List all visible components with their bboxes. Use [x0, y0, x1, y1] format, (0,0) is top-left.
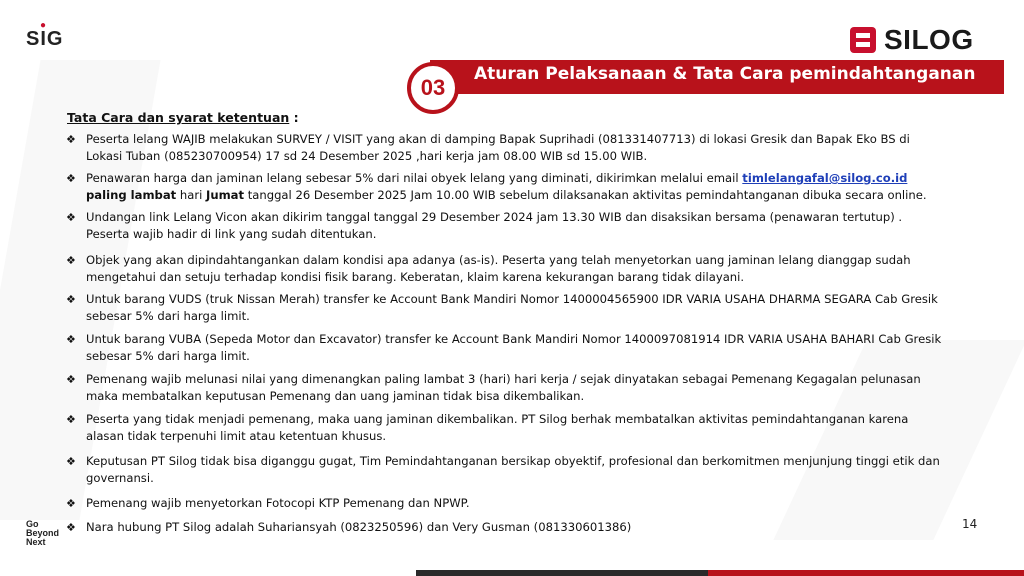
tagline-line: Beyond [26, 528, 60, 538]
silog-logo-text: SILOG [884, 24, 974, 55]
list-item [66, 411, 946, 445]
list-item-bold: Jumat [206, 188, 245, 202]
section-number-badge [407, 62, 459, 114]
list-item-text: Untuk barang VUBA (Sepeda Motor dan Excavator) transfer ke Account Bank Mandiri Nomor 1400097081914 IDR VARIA USAHA BAHARI Cab Gresik sebesar 5% dari harga limit. [86, 332, 942, 363]
list-item-bold: paling lambat [86, 188, 177, 202]
sig-logo [26, 20, 64, 51]
list-item-text: Undangan link Lelang Vicon akan dikirim tanggal tanggal 29 Desember 2024 jam 13.30 WIB dan disaksikan bersama (penawaran tertutup) . Peserta wajib hadir di link yang sudah ditentukan. [86, 210, 903, 241]
diamond-bullet-icon: ❖ [66, 333, 76, 346]
list-item-text: Keputusan PT Silog tidak bisa diganggu gugat, Tim Pemindahtanganan bersikap obyektif, profesional dan berkomitmen menjunjung tinggi etik dan governansi. [86, 454, 940, 485]
list-item-text: Untuk barang VUDS (truk Nissan Merah) transfer ke Account Bank Mandiri Nomor 1400004565900 IDR VARIA USAHA DHARMA SEGARA Cab Gresik sebesar 5% dari harga limit. [86, 292, 938, 323]
list-item [66, 209, 946, 243]
diamond-bullet-icon: ❖ [66, 254, 76, 267]
list-item [66, 252, 946, 286]
diamond-bullet-icon: ❖ [66, 373, 76, 386]
section-number: 03 [420, 75, 446, 100]
list-item [66, 453, 946, 487]
list-item [66, 495, 946, 512]
sig-logo-dot-icon: ● [40, 20, 48, 31]
list-item-text: Pemenang wajib menyetorkan Fotocopi KTP Pemenang dan NPWP. [86, 496, 470, 510]
list-item-text-part: tanggal 26 Desember 2025 Jam 10.00 WIB sebelum dilaksanakan aktivitas pemindahtanganan dibuka secara online. [244, 188, 927, 202]
list-item-text [86, 170, 946, 204]
page-number: 14 [962, 517, 978, 531]
list-heading-suffix: : [289, 110, 299, 125]
footer-accent-bar [708, 570, 1024, 576]
silog-logo [848, 24, 974, 56]
list-item [66, 519, 946, 536]
tagline-line: Next [26, 537, 46, 547]
list-item-text-part: Penawaran harga dan jaminan lelang sebesar 5% dari nilai obyek lelang yang diminati, dikirimkan melalui email [86, 171, 743, 185]
list-item-text: Peserta lelang WAJIB melakukan SURVEY / VISIT yang akan di damping Bapak Suprihadi (081331407713) di lokasi Gresik dan Bapak Eko BS di Lokasi Tuban (085230700954) 17 sd 24 Desember 2025 ,hari kerja jam 08.00 WIB sd 15.00 WIB. [86, 132, 910, 163]
list-heading [67, 110, 299, 125]
list-item-text: Nara hubung PT Silog adalah Suhariansyah (0823250596) dan Very Gusman (081330601386) [86, 520, 632, 534]
tagline-line: Go [26, 519, 39, 529]
diamond-bullet-icon: ❖ [66, 413, 76, 426]
list-item [66, 291, 946, 325]
diamond-bullet-icon: ❖ [66, 133, 76, 146]
silog-mark-icon [848, 25, 878, 55]
list-item [66, 331, 946, 365]
section-title: Aturan Pelaksanaan & Tata Cara pemindahtanganan [474, 64, 976, 84]
diamond-bullet-icon: ❖ [66, 455, 76, 468]
list-item [66, 131, 946, 165]
diamond-bullet-icon: ❖ [66, 211, 76, 224]
background-shape [0, 60, 161, 520]
diamond-bullet-icon: ❖ [66, 521, 76, 534]
sig-logo-text: SIG [26, 28, 64, 50]
list-item-text: Pemenang wajib melunasi nilai yang dimenangkan paling lambat 3 (hari) hari kerja / sejak dinyatakan sebagai Pemenang Kegagalan pelunasan maka membatalkan keputusan Pemenang dan uang jaminan tidak bisa dikembalikan. [86, 372, 921, 403]
list-heading-text: Tata Cara dan syarat ketentuan [67, 110, 290, 125]
list-item [66, 371, 946, 405]
email-link[interactable]: timlelangafal@silog.co.id [742, 171, 908, 185]
diamond-bullet-icon: ❖ [66, 172, 76, 185]
diamond-bullet-icon: ❖ [66, 497, 76, 510]
list-item-text: Peserta yang tidak menjadi pemenang, maka uang jaminan dikembalikan. PT Silog berhak membatalkan aktivitas pemindahtanganan karena alasan tidak terpenuhi limit atau ketentuan khusus. [86, 412, 909, 443]
list-item-text: Objek yang akan dipindahtangankan dalam kondisi apa adanya (as-is). Peserta yang telah menyetorkan uang jaminan lelang dianggap sudah mengetahui dan setuju terhadap kondisi fisik barang. Keberatan, klaim karena kekurangan barang tidak dilayani. [86, 253, 911, 284]
diamond-bullet-icon: ❖ [66, 293, 76, 306]
list-item-text-part: hari [176, 188, 207, 202]
list-item [66, 170, 946, 204]
tagline-logo [26, 520, 59, 547]
